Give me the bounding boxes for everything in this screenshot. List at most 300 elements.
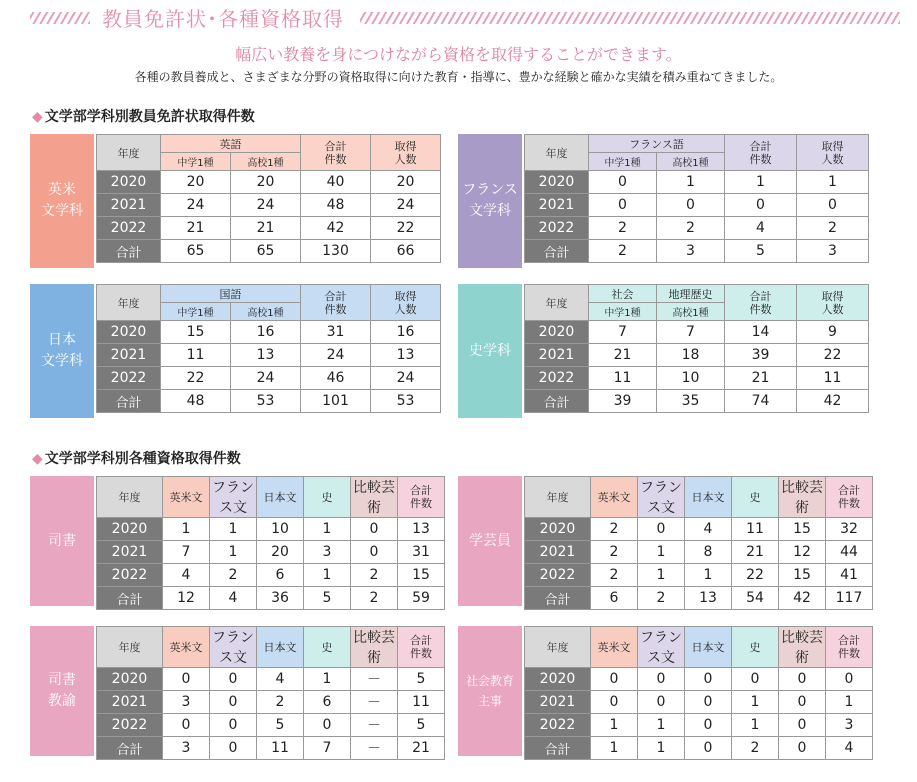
- table-cell: 史: [732, 627, 779, 668]
- page-subtitle: 幅広い教養を身につけながら資格を取得することができます。: [235, 45, 682, 64]
- table-cell: 0: [591, 691, 638, 714]
- license-table-eibei: [96, 134, 441, 263]
- page-title: 教員免許状･各種資格取得: [102, 7, 344, 31]
- table-cell: 24: [231, 194, 301, 217]
- table-cell: 年度: [97, 477, 163, 518]
- table-row: [525, 518, 873, 541]
- text-label: 史学科: [469, 342, 511, 359]
- section-title-text: 文学部学科別各種資格取得件数: [44, 451, 241, 467]
- table-cell: 中学1種: [589, 303, 657, 321]
- table-cell: 2: [638, 587, 685, 610]
- text-label: 文学科: [469, 203, 511, 219]
- table-cell: 48: [161, 390, 231, 413]
- table-cell: 46: [301, 367, 371, 390]
- table-cell: 65: [231, 240, 301, 263]
- table-row: [97, 240, 441, 263]
- table-cell: [398, 477, 445, 518]
- table-cell: 1: [638, 541, 685, 564]
- qual-table-shisho-kyoyu: [96, 626, 445, 760]
- table-cell: 2022: [97, 217, 161, 240]
- table-cell: 14: [725, 321, 797, 344]
- qual-block-shakai: [458, 626, 873, 756]
- qual-table-shisho: [96, 476, 445, 610]
- table-cell: 4: [257, 668, 304, 691]
- table-cell: 5: [304, 587, 351, 610]
- text-label: 件数: [410, 497, 432, 510]
- table-cell: 0: [779, 714, 826, 737]
- table-cell: 66: [371, 240, 441, 263]
- table-cell: 16: [371, 321, 441, 344]
- table-cell: 21: [398, 737, 445, 760]
- license-block-nihon: [30, 284, 445, 418]
- table-cell: 16: [231, 321, 301, 344]
- table-cell: 21: [589, 344, 657, 367]
- table-row: [525, 564, 873, 587]
- text-label: 件数: [324, 152, 347, 166]
- table-cell: 2020: [97, 171, 161, 194]
- table-cell: 1: [163, 518, 210, 541]
- table-cell: 42: [301, 217, 371, 240]
- table-cell: 年度: [525, 285, 589, 321]
- table-cell: 英米文: [163, 477, 210, 518]
- table-cell: [398, 627, 445, 668]
- table-cell: 0: [779, 691, 826, 714]
- table-cell: 4: [210, 587, 257, 610]
- table-row: [525, 217, 869, 240]
- table-cell: 0: [210, 668, 257, 691]
- table-row: [525, 668, 873, 691]
- dept-label-shisho: [30, 476, 94, 606]
- table-cell: 44: [826, 541, 873, 564]
- text-label: 英米: [48, 182, 76, 198]
- table-cell: [826, 627, 873, 668]
- table-cell: 10: [257, 518, 304, 541]
- table-cell: [371, 285, 441, 321]
- table-cell: 2021: [525, 691, 591, 714]
- table-cell: 英語: [161, 135, 301, 153]
- table-cell: 21: [231, 217, 301, 240]
- table-cell: 15: [779, 518, 826, 541]
- table-cell: 2020: [525, 171, 589, 194]
- table-cell: 3: [657, 240, 725, 263]
- table-cell: フランス文: [638, 627, 685, 668]
- table-cell: 0: [826, 668, 873, 691]
- table-cell: 53: [371, 390, 441, 413]
- qual-block-shisho-kyoyu: [30, 626, 445, 756]
- qual-table-gakugei: [524, 476, 873, 610]
- table-cell: 130: [301, 240, 371, 263]
- table-cell: 59: [398, 587, 445, 610]
- table-cell: 国語: [161, 285, 301, 303]
- table-cell: 0: [210, 691, 257, 714]
- table-cell: 40: [301, 171, 371, 194]
- table-cell: 史: [732, 477, 779, 518]
- dept-label-shakai: [458, 626, 522, 756]
- table-cell: 2: [591, 564, 638, 587]
- table-cell: 0: [638, 518, 685, 541]
- text-label: 司書: [48, 532, 76, 549]
- table-cell: 2: [351, 564, 398, 587]
- qual-block-shisho: [30, 476, 445, 606]
- table-cell: 22: [797, 344, 869, 367]
- table-cell: 53: [231, 390, 301, 413]
- table-row: [97, 390, 441, 413]
- table-cell: フランス文: [210, 627, 257, 668]
- text-label: 社会教育: [465, 674, 514, 688]
- table-cell: 中学1種: [161, 303, 231, 321]
- table-cell: 7: [589, 321, 657, 344]
- table-cell: 11: [589, 367, 657, 390]
- table-cell: 4: [685, 518, 732, 541]
- table-cell: 1: [732, 691, 779, 714]
- table-cell: 5: [257, 714, 304, 737]
- table-cell: 31: [398, 541, 445, 564]
- table-cell: 5: [398, 668, 445, 691]
- table-row: [97, 194, 441, 217]
- table-cell: 史: [304, 477, 351, 518]
- table-cell: 36: [257, 587, 304, 610]
- table-cell: 11: [732, 518, 779, 541]
- dept-label-gakugei: [458, 476, 522, 606]
- table-cell: 65: [161, 240, 231, 263]
- table-cell: 2022: [97, 714, 163, 737]
- table-cell: 5: [398, 714, 445, 737]
- table-cell: 13: [398, 518, 445, 541]
- table-cell: 39: [589, 390, 657, 413]
- table-cell: 年度: [525, 627, 591, 668]
- table-row: [525, 367, 869, 390]
- table-cell: 2020: [97, 518, 163, 541]
- text-label: 合計: [410, 634, 432, 647]
- header-stripes-right: [360, 12, 900, 24]
- table-cell: 12: [163, 587, 210, 610]
- text-label: 合計: [324, 289, 347, 303]
- license-block-shigaku: [458, 284, 873, 418]
- table-cell: 20: [161, 171, 231, 194]
- table-cell: 1: [797, 171, 869, 194]
- table-cell: 1: [210, 518, 257, 541]
- section-title-qualifications: [32, 448, 241, 468]
- table-cell: [301, 135, 371, 171]
- table-cell: 21: [161, 217, 231, 240]
- text-label: 合計: [410, 484, 432, 497]
- table-cell: 0: [638, 691, 685, 714]
- table-cell: 2020: [525, 518, 591, 541]
- table-cell: 3: [163, 737, 210, 760]
- table-cell: 42: [779, 587, 826, 610]
- table-row: [525, 714, 873, 737]
- text-label: 合計: [838, 634, 860, 647]
- section-title-licenses: [32, 106, 255, 126]
- table-cell: 1: [826, 691, 873, 714]
- table-cell: 日本文: [257, 627, 304, 668]
- table-cell: 2: [351, 587, 398, 610]
- table-cell: 合計: [525, 737, 591, 760]
- table-cell: 20: [257, 541, 304, 564]
- table-cell: 0: [779, 668, 826, 691]
- text-label: 件数: [410, 647, 432, 660]
- dept-label-eibei: [30, 134, 94, 268]
- table-cell: 日本文: [685, 627, 732, 668]
- table-cell: 1: [638, 737, 685, 760]
- table-cell: 0: [591, 668, 638, 691]
- table-row: [97, 541, 445, 564]
- table-row: [97, 344, 441, 367]
- table-cell: 0: [163, 714, 210, 737]
- table-cell: 3: [163, 691, 210, 714]
- text-label: 合計: [749, 289, 772, 303]
- table-cell: 1: [725, 171, 797, 194]
- table-cell: 13: [685, 587, 732, 610]
- table-cell: 7: [163, 541, 210, 564]
- table-cell: 13: [371, 344, 441, 367]
- table-cell: 24: [371, 194, 441, 217]
- table-cell: 0: [797, 194, 869, 217]
- table-cell: 2022: [525, 217, 589, 240]
- table-cell: 3: [797, 240, 869, 263]
- table-cell: 1: [638, 564, 685, 587]
- header-stripes-left: [30, 12, 90, 24]
- table-cell: 日本文: [685, 477, 732, 518]
- table-cell: 11: [161, 344, 231, 367]
- table-cell: 高校1種: [231, 303, 301, 321]
- table-cell: 合計: [525, 240, 589, 263]
- table-cell: 20: [231, 171, 301, 194]
- table-cell: 0: [351, 518, 398, 541]
- table-cell: 年度: [97, 135, 161, 171]
- table-cell: 3: [304, 541, 351, 564]
- table-cell: 2: [257, 691, 304, 714]
- table-cell: 合計: [97, 390, 161, 413]
- table-cell: 4: [163, 564, 210, 587]
- table-cell: 比較芸術: [351, 477, 398, 518]
- table-cell: 32: [826, 518, 873, 541]
- table-cell: 高校1種: [657, 303, 725, 321]
- table-cell: 2020: [525, 668, 591, 691]
- table-cell: 3: [826, 714, 873, 737]
- diamond-icon: ◆: [32, 109, 43, 125]
- table-cell: フランス文: [638, 477, 685, 518]
- table-cell: 41: [826, 564, 873, 587]
- table-cell: 比較芸術: [351, 627, 398, 668]
- text-label: 件数: [838, 647, 860, 660]
- table-cell: 2022: [525, 714, 591, 737]
- table-cell: 22: [161, 367, 231, 390]
- table-cell: 日本文: [257, 477, 304, 518]
- table-cell: [797, 135, 869, 171]
- text-label: 合計: [324, 139, 347, 153]
- table-cell: 2: [657, 217, 725, 240]
- table-row: [97, 171, 441, 194]
- table-cell: 2021: [97, 344, 161, 367]
- license-table-shigaku: [524, 284, 869, 413]
- table-cell: 1: [591, 737, 638, 760]
- table-cell: 0: [685, 668, 732, 691]
- table-cell: [725, 135, 797, 171]
- license-block-eibei: [30, 134, 445, 268]
- table-cell: 2: [797, 217, 869, 240]
- page-description: 各種の教員養成と、さまざまな分野の資格取得に向けた教育・指導に、豊かな経験と確かな実績を積み重ねてきました。: [134, 70, 783, 84]
- section-title-text: 文学部学科別教員免許状取得件数: [44, 109, 255, 125]
- table-cell: 18: [657, 344, 725, 367]
- table-cell: 9: [797, 321, 869, 344]
- table-cell: 35: [657, 390, 725, 413]
- table-cell: －: [351, 668, 398, 691]
- table-cell: 2: [591, 541, 638, 564]
- table-cell: 0: [638, 668, 685, 691]
- table-cell: 2022: [97, 367, 161, 390]
- table-cell: 1: [304, 668, 351, 691]
- table-cell: 117: [826, 587, 873, 610]
- table-cell: 中学1種: [161, 153, 231, 171]
- table-cell: 21: [725, 367, 797, 390]
- page-header: [30, 6, 900, 30]
- table-row: [525, 691, 873, 714]
- text-label: 日本: [48, 332, 76, 348]
- table-cell: －: [351, 714, 398, 737]
- table-cell: 2021: [525, 194, 589, 217]
- text-label: 主事: [477, 694, 502, 708]
- license-block-france: [458, 134, 873, 268]
- table-row: [525, 171, 869, 194]
- table-row: [525, 541, 873, 564]
- table-cell: 英米文: [163, 627, 210, 668]
- table-cell: 合計: [97, 587, 163, 610]
- text-label: 学芸員: [469, 532, 511, 549]
- table-cell: 1: [638, 714, 685, 737]
- table-cell: 7: [657, 321, 725, 344]
- table-cell: 中学1種: [589, 153, 657, 171]
- table-cell: 24: [371, 367, 441, 390]
- table-cell: 0: [589, 171, 657, 194]
- table-cell: 0: [163, 668, 210, 691]
- table-cell: 合計: [525, 587, 591, 610]
- text-label: 合計: [838, 484, 860, 497]
- table-cell: 2020: [97, 321, 161, 344]
- text-label: 文学科: [41, 353, 83, 369]
- table-cell: 比較芸術: [779, 627, 826, 668]
- table-cell: 6: [304, 691, 351, 714]
- table-row: [97, 737, 445, 760]
- table-cell: 1: [657, 171, 725, 194]
- table-cell: 101: [301, 390, 371, 413]
- table-cell: 54: [732, 587, 779, 610]
- table-row: [97, 321, 441, 344]
- table-cell: 2021: [97, 194, 161, 217]
- table-cell: 1: [210, 541, 257, 564]
- table-cell: 48: [301, 194, 371, 217]
- table-row: [97, 691, 445, 714]
- table-cell: 0: [725, 194, 797, 217]
- table-cell: 24: [161, 194, 231, 217]
- table-cell: 42: [797, 390, 869, 413]
- qual-table-shakai: [524, 626, 873, 760]
- table-row: [525, 321, 869, 344]
- table-cell: 合計: [97, 737, 163, 760]
- table-cell: 0: [210, 737, 257, 760]
- table-cell: 8: [685, 541, 732, 564]
- table-cell: 2: [589, 240, 657, 263]
- table-cell: 2021: [525, 541, 591, 564]
- table-cell: 2: [732, 737, 779, 760]
- table-row: [97, 587, 445, 610]
- table-cell: [371, 135, 441, 171]
- table-cell: 31: [301, 321, 371, 344]
- table-cell: 2021: [525, 344, 589, 367]
- table-cell: 2020: [525, 321, 589, 344]
- text-label: 取得: [821, 139, 844, 153]
- table-cell: 2021: [97, 691, 163, 714]
- table-cell: [797, 285, 869, 321]
- license-table-france: [524, 134, 869, 263]
- text-label: 件数: [324, 302, 347, 316]
- dept-label-nihon: [30, 284, 94, 418]
- text-label: 取得: [394, 139, 417, 153]
- table-row: [525, 390, 869, 413]
- license-table-nihon: [96, 284, 441, 413]
- table-cell: 2020: [97, 668, 163, 691]
- text-label: 司書: [48, 672, 76, 688]
- table-cell: 比較芸術: [779, 477, 826, 518]
- table-cell: 4: [826, 737, 873, 760]
- table-row: [97, 564, 445, 587]
- table-cell: 2022: [525, 564, 591, 587]
- table-cell: 年度: [97, 285, 161, 321]
- table-cell: 13: [231, 344, 301, 367]
- table-cell: 2022: [97, 564, 163, 587]
- dept-label-shisho-kyoyu: [30, 626, 94, 756]
- table-cell: 0: [779, 737, 826, 760]
- table-cell: [301, 285, 371, 321]
- table-cell: 2: [591, 518, 638, 541]
- table-cell: 11: [398, 691, 445, 714]
- text-label: 取得: [821, 289, 844, 303]
- table-cell: 合計: [525, 390, 589, 413]
- table-cell: 1: [591, 714, 638, 737]
- table-cell: 高校1種: [657, 153, 725, 171]
- table-cell: 15: [161, 321, 231, 344]
- table-row: [97, 714, 445, 737]
- table-cell: 6: [257, 564, 304, 587]
- text-label: 文学科: [41, 203, 83, 219]
- table-cell: 0: [685, 691, 732, 714]
- table-row: [525, 194, 869, 217]
- table-cell: 7: [304, 737, 351, 760]
- table-cell: 2021: [97, 541, 163, 564]
- text-label: 合計: [749, 139, 772, 153]
- table-cell: 0: [685, 737, 732, 760]
- table-cell: 史: [304, 627, 351, 668]
- table-cell: [725, 285, 797, 321]
- table-row: [97, 217, 441, 240]
- table-cell: 4: [725, 217, 797, 240]
- table-cell: 74: [725, 390, 797, 413]
- table-cell: 22: [732, 564, 779, 587]
- table-cell: 1: [732, 714, 779, 737]
- table-cell: 0: [210, 714, 257, 737]
- table-cell: [826, 477, 873, 518]
- table-cell: 39: [725, 344, 797, 367]
- table-cell: 1: [685, 564, 732, 587]
- table-row: [97, 668, 445, 691]
- table-cell: 11: [257, 737, 304, 760]
- table-cell: フランス文: [210, 477, 257, 518]
- table-cell: 合計: [97, 240, 161, 263]
- diamond-icon: ◆: [32, 451, 43, 467]
- dept-label-shigaku: [458, 284, 522, 418]
- qual-block-gakugei: [458, 476, 873, 606]
- table-cell: 2: [589, 217, 657, 240]
